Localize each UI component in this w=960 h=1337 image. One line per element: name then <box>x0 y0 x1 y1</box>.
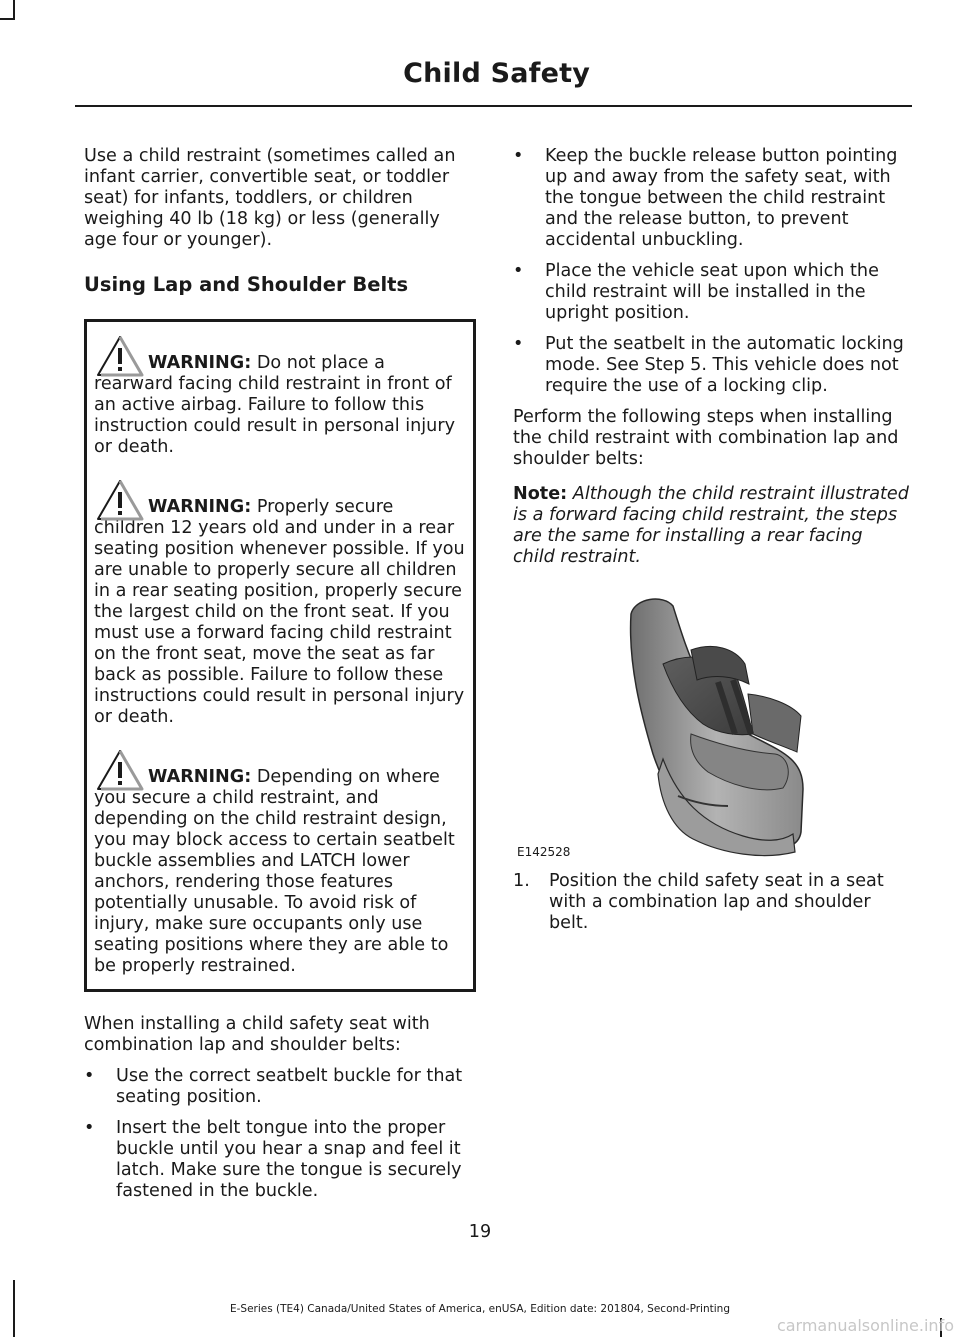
steps-list <box>513 871 909 934</box>
page-header-title: Child Safety <box>403 58 590 89</box>
crop-mark <box>13 0 15 18</box>
crop-mark <box>0 18 15 20</box>
warning-triangle-icon <box>95 478 145 522</box>
figure-code: E142528 <box>517 845 571 859</box>
note-label: Note: <box>513 484 568 504</box>
perform-paragraph: Perform the following steps when installing the child restraint with combination lap and shoulder belts: <box>513 407 899 469</box>
warning-item <box>94 478 467 728</box>
warning-box <box>84 319 476 992</box>
step-item <box>513 871 909 934</box>
right-column <box>513 146 909 934</box>
step-text: Position the child safety seat in a seat with a combination lap and shoulder belt. <box>549 871 884 933</box>
list-item <box>513 261 909 324</box>
intro-paragraph: Use a child restraint (sometimes called an infant carrier, convertible seat, or toddler seat) for infants, toddlers, or children weighing 40 lb (18 kg) or less (generally age four or younger). <box>84 146 456 250</box>
warning-text: Properly secure children 12 years old and under in a rear seating position whenever possible. If you are unable to properly secure all children in a rear seating position, properly secure the largest child on the front seat. If you must use a forward facing child restraint on the front seat, move the seat as far back as possible. Failure to follow these instructions could result in personal injury or death. <box>94 497 465 727</box>
bullet-list <box>84 1066 476 1202</box>
list-item <box>513 146 909 251</box>
warning-label: WARNING: <box>148 497 252 517</box>
step-number: 1. <box>513 871 530 891</box>
warning-text: Depending on where you secure a child restraint, and depending on the child restraint design, you may block access to certain seatbelt buckle assemblies and LATCH lower anchors, rendering those features potentially unusable. To avoid risk of injury, make sure occupants only use seating positions where they are able to be properly restrained. <box>94 767 455 976</box>
list-item-text: Put the seatbelt in the automatic locking mode. See Step 5. This vehicle does not require the use of a locking clip. <box>545 334 904 396</box>
bullet-icon: • <box>513 261 524 281</box>
watermark: carmanualsonline.info <box>776 1316 954 1335</box>
bullet-icon: • <box>84 1066 95 1086</box>
note-paragraph <box>513 484 909 568</box>
footer-edition-info: E-Series (TE4) Canada/United States of America, enUSA, Edition date: 201804, Second-Printing <box>229 1303 730 1315</box>
bullet-icon: • <box>84 1118 95 1138</box>
installing-paragraph: When installing a child safety seat with combination lap and shoulder belts: <box>84 1014 430 1055</box>
warning-label: WARNING: <box>148 353 252 373</box>
header-divider <box>75 105 912 107</box>
child-seat-image <box>513 584 909 859</box>
note-text: Although the child restraint illustrated is a forward facing child restraint, the steps are the same for installing a rear facing child restraint. <box>513 484 909 567</box>
list-item <box>84 1118 476 1202</box>
warning-item <box>94 748 467 977</box>
section-heading: Using Lap and Shoulder Belts <box>84 273 409 296</box>
warning-label: WARNING: <box>148 767 252 787</box>
warning-item <box>94 334 467 458</box>
warning-triangle-icon <box>95 334 145 378</box>
list-item-text: Keep the buckle release button pointing up and away from the safety seat, with the tongue between the child restraint and the release button, to prevent accidental unbuckling. <box>545 146 898 250</box>
list-item <box>513 334 909 397</box>
bullet-list <box>513 146 909 397</box>
warning-text: Do not place a rearward facing child restraint in front of an active airbag. Failure to follow this instruction could result in personal injury or death. <box>94 353 455 457</box>
bullet-icon: • <box>513 334 524 354</box>
list-item-text: Use the correct seatbelt buckle for that seating position. <box>116 1066 463 1107</box>
left-column <box>84 146 476 1212</box>
list-item-text: Insert the belt tongue into the proper buckle until you hear a snap and feel it latch. Make sure the tongue is securely fastened in the buckle. <box>116 1118 462 1201</box>
child-seat-illustration <box>513 584 909 859</box>
warning-triangle-icon <box>95 748 145 792</box>
list-item-text: Place the vehicle seat upon which the child restraint will be installed in the upright position. <box>545 261 879 323</box>
bullet-icon: • <box>513 146 524 166</box>
page-number: 19 <box>468 1222 492 1242</box>
list-item <box>84 1066 476 1108</box>
